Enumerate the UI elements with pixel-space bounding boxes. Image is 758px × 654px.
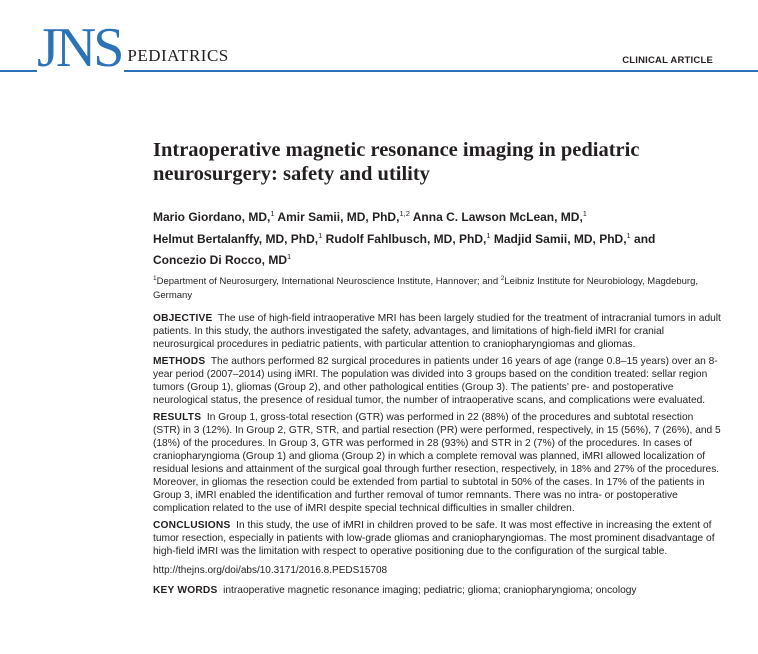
author-affiliation-mark: 1 [626, 230, 631, 240]
key-words: KEY WORDS intraoperative magnetic resonance imaging; pediatric; glioma; craniopharyngioma; oncology [153, 585, 637, 597]
journal-logo-letters: JNS [37, 20, 124, 76]
section-heading: CONCLUSIONS [153, 519, 231, 531]
article-title: Intraoperative magnetic resonance imaging in pediatric neurosurgery: safety and utility [153, 139, 640, 185]
doi-link[interactable]: http://thejns.org/doi/abs/10.3171/2016.8.PEDS15708 [153, 565, 388, 577]
abstract [153, 312, 723, 601]
author-name: Mario Giordano, MD, [153, 210, 271, 224]
abstract-results: RESULTS In Group 1, gross-total resection (GTR) was performed in 22 (88%) of the procedures and subtotal resection (STR) in 3 (12%). In Group 2, GTR, STR, and partial resection (PR) were performed, respectively, in 15 (56%), 7 (26%), and 5 (18%) of the procedures. In Group 3, GTR was performed in 28 (93%) and STR in 2 (7%) of the procedures. In cases of craniopharyngioma (Group 1) and glioma (Group 2) in which a complete removal was planned, iMRI allowed localization of residual lesions and attainment of the surgical goal through further resection, respectively, in 18% and 27% of the procedures. Moreover, in gliomas the resection could be extended from partial to subtotal in 50% of the cases. In 17% of the patients in Group 3, iMRI enabled the identification and further removal of tumor remnants. There was no intra- or postoperative complication related to the use of iMRI despite special technical difficulties in smaller children. [153, 411, 721, 515]
journal-logo [37, 17, 229, 79]
author-list: Mario Giordano, MD,$^1$ Amir Samii, MD, PhD,$^{1,2}$ Anna C. Lawson McLean, MD,$^1$ Helmut Bertalanffy, MD, PhD,$^1$ Rudolf Fahlbusch, MD, PhD,$^1$ Madjid Samii, MD, PhD,$^1$ and Concezio Di Rocco, $MD^1$ [153, 209, 656, 267]
author-name: Rudolf Fahlbusch, MD, PhD, [325, 231, 487, 246]
journal-logo-subtitle: PEDIATRICS [127, 46, 229, 65]
author-name: Amir Samii, MD, PhD, [277, 210, 400, 224]
affiliation-text: Leibniz Institute for Neurobiology, Magdeburg, Germany [153, 276, 699, 302]
author-name: Anna C. Lawson McLean, MD, [412, 210, 583, 224]
abstract-conclusions: CONCLUSIONS In this study, the use of iMRI in children proved to be safe. It was most effective in increasing the extent of tumor resection, especially in patients with low-grade gliomas and craniopharyngiomas. The most prominent disadvantage of high-field iMRI was the limitation with respect to operative positioning due to the configuration of the surgical table. [153, 519, 715, 558]
section-heading: RESULTS [153, 411, 202, 423]
article-type-label: CLINICAL ARTICLE [622, 55, 713, 66]
abstract-objective: OBJECTIVE The use of high-field intraoperative MRI has been largely studied for the treatment of intracranial tumors in adult patients. In this study, the authors investigated the safety, advantages, and limitations of high-field iMRI for cranial neurosurgical procedures in pediatric patients, with particular attention to craniopharyngiomas and gliomas. [153, 313, 721, 351]
author-affiliation-mark: 1 [287, 252, 292, 261]
author-name: Helmut Bertalanffy, MD, PhD, [153, 231, 319, 246]
section-heading: KEY WORDS [153, 585, 218, 597]
author-name: Concezio Di Rocco, MD [153, 253, 288, 267]
author-affiliation-mark: 1,2 [399, 209, 410, 218]
author-name: Madjid Samii, MD, PhD, [493, 231, 627, 246]
section-heading: OBJECTIVE [153, 313, 213, 324]
author-affiliation-mark: 1 [582, 209, 587, 218]
author-affiliation-mark: 1 [270, 209, 275, 218]
affiliation-text: Department of Neurosurgery, International Neuroscience Institute, Hannover; and [156, 276, 501, 288]
affiliations: $^1$Department of Neurosurgery, International Neuroscience Institute, Hannover; and $^2$Leibniz Institute for Neurobiology, Magdeburg, Germany [153, 275, 699, 302]
author-affiliation-mark: 1 [486, 230, 491, 240]
section-heading: METHODS [153, 355, 206, 367]
abstract-methods: METHODS The authors performed 82 surgical procedures in patients under 16 years of age (range 0.8–15 years) over an 8-year period (2007–2014) using iMRI. The population was divided into 3 groups based on the condition treated: sellar region tumors (Group 1), gliomas (Group 2), and other pathological entities (Group 3). The patients’ pre- and postoperative neurological status, the presence of residual tumor, the number of intraoperative scans, and complications were evaluated. [153, 355, 718, 407]
author-affiliation-mark: 1 [318, 230, 323, 240]
